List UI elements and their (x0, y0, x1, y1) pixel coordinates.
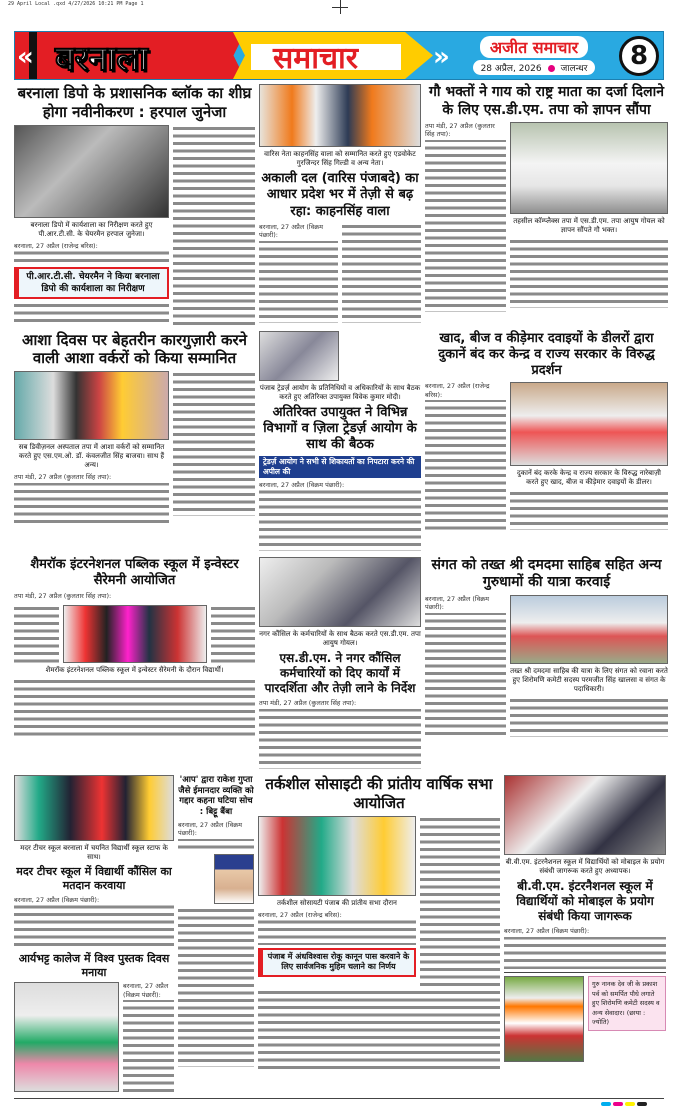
article-body (425, 122, 506, 312)
photo (510, 382, 668, 466)
news-row (14, 331, 664, 551)
headline: बी.वी.एम. इंटरनैशनल स्कूल में विद्यार्थियों को मोबाइल के प्रयोग संबंधी किया जागरूक (516, 879, 654, 924)
photo (504, 976, 584, 1062)
article-body (123, 982, 174, 1092)
subheadline-bar: ट्रेडर्ज़ आयोग ने सभी से शिकायतों का निपटारा करने की अपील की (259, 456, 421, 478)
photo-caption: पंजाब ट्रेडर्ज़ आयोग के प्रतिनिधियों व अधिकारियों के साथ बैठक करते हुए अतिरिक्त उपायुक्त विवेक कुमार मोदी। (259, 383, 421, 401)
photo (504, 775, 666, 855)
headline: तर्कशील सोसाइटी की प्रांतीय वार्षिक सभा आयोजित (265, 775, 493, 812)
news-row (14, 84, 664, 325)
photo-caption: मदर टीचर स्कूल बरनाला में चयनित विद्यार्थी स्कूल स्टाफ के साथ। (20, 844, 168, 862)
article-body (178, 907, 254, 1067)
photo-caption: बी.वी.एम. इंटरनैशनल स्कूल में विद्यार्थियों को मोबाइल के प्रयोग संबंधी जागरूक करते हुए अध्यापक। (505, 858, 665, 876)
article-body (420, 816, 500, 986)
photo-caption: वारिस नेता काहनसिंह वाला को सम्मानित करते हुए एडवोकेट गुरजिन्दर सिंह गिल्डी व अन्य नेता। (264, 150, 416, 168)
article-body (14, 678, 255, 738)
news-row (14, 775, 664, 1092)
divider (14, 1098, 664, 1099)
photo (259, 331, 339, 381)
article-body (258, 911, 416, 945)
article (425, 557, 668, 737)
article (425, 84, 668, 312)
page-number: 8 (619, 36, 659, 76)
article (425, 331, 668, 533)
article (259, 557, 421, 769)
headline: मदर टीचर स्कूल में विद्यार्थी कौंसिल का मतदान करवाया (16, 865, 172, 893)
headline: संगत को तख्त श्री दमदमा साहिब सहित अन्य गुरुधामों की यात्रा करवाई (431, 556, 662, 591)
article (14, 84, 255, 325)
dateline: बरनाला, 27 अप्रैल (विक्रम पंछारी): (259, 223, 338, 241)
article-body (14, 896, 174, 946)
headline: अतिरिक्त उपायुक्त ने विभिन्न विभागों व ज़िला ट्रेडर्ज़ आयोग के साथ की बैठक (263, 404, 417, 453)
dateline: बरनाला, 27 अप्रैल (राजेन्द्र बरिस): (258, 911, 416, 920)
photo-caption: बरनाला डिपो में कार्यशाला का निरीक्षण करते हुए पी.आर.टी.सी. के चेयरमैन हरपाल जुनेजा। (30, 220, 153, 238)
article-body (14, 473, 169, 523)
article-body (14, 605, 59, 663)
article-body (504, 927, 666, 969)
photo (14, 982, 119, 1092)
photo (259, 84, 421, 147)
photo (14, 775, 174, 841)
portrait-photo (214, 854, 254, 904)
article (178, 775, 254, 1067)
photo (63, 605, 207, 663)
photo (14, 371, 169, 440)
article-column (14, 775, 174, 1092)
article-body (259, 699, 421, 769)
headline: अकाली दल (वारिस पंजाबदे) का आधार प्रदेश भर में तेज़ी से बढ़ रहा: काहनसिंह वाला (261, 171, 419, 219)
dateline: तपा मंडी, 27 अप्रैल (कुलतार सिंह तपा): (425, 122, 506, 140)
headline: बरनाला डिपो के प्रशासनिक ब्लॉक का शीघ्र होगा नवीनीकरण : हरपाल जुनेजा (17, 84, 252, 121)
headline: आर्यभट्ट कालेज में विश्व पुस्तक दिवस मनाया (18, 951, 170, 979)
chevron-right-icon: » (433, 42, 450, 72)
article (14, 331, 255, 524)
article-body (510, 697, 668, 737)
article-body (425, 382, 506, 532)
article-body (510, 490, 668, 530)
photo (14, 125, 169, 218)
headline: एस.डी.एम. ने नगर कौंसिल कर्मचारियों को दिए कार्यों में पारदर्शिता और तेज़ी लाने के निर्देश (264, 651, 416, 696)
separator-dot-icon (548, 65, 555, 72)
edition-city: जालन्धर (560, 64, 588, 74)
dateline: बरनाला, 27 अप्रैल (विक्रम पंछारी): (178, 821, 254, 839)
photo-caption: तख्त श्री दमदमा साहिब की यात्रा के लिए संगत को रवाना करते हुए शिरोमणि कमेटी सदस्य परमजीत सिंह खालसा व संगत के पदाधिकारी। (510, 666, 668, 694)
crop-mark (332, 7, 348, 8)
subheadline-box: पी.आर.टी.सी. चेयरमैन ने किया बरनाला डिपो की कार्यशाला का निरीक्षण (14, 267, 169, 299)
brand-name: अजीत समाचार (480, 36, 588, 58)
masthead (14, 31, 664, 80)
color-registration-bar (0, 1102, 647, 1106)
article-body (258, 989, 500, 1069)
article (259, 84, 421, 323)
dateline: तपा मंडी, 27 अप्रैल (कुलतार सिंह तपा): (14, 592, 255, 601)
dateline: बरनाला, 27 अप्रैल (राजेन्द्र बरिस): (14, 242, 169, 251)
photo-caption: दुकानें बंद करके केन्द्र व राज्य सरकार के विरुद्ध नारेबाज़ी करते हुए खाद, बीज व कीड़ेमार दवाइयों के डीलर। (517, 469, 661, 487)
subheadline-box: पंजाब में अंधविश्वास रोकू कानून पास करवाने के लिए सार्वजनिक मुहिम चलाने का निर्णय (258, 948, 416, 977)
news-row (14, 556, 668, 769)
headline: गौ भक्तों ने गाय को राष्ट्र माता का दर्जा दिलाने के लिए एस.डी.एम. तपा को ज्ञापन सौंपा (428, 84, 664, 118)
article-body (14, 592, 255, 601)
headline: खाद, बीज व कीड़ेमार दवाइयों के डीलरों द्वारा दुकानें बंद कर केन्द्र व राज्य सरकार के विरुद्ध प्रदर्शन (438, 330, 655, 378)
dateline: बरनाला, 27 अप्रैल (विक्रम पंछारी): (259, 481, 421, 490)
chevron-left-icon: « (17, 42, 34, 72)
article (258, 775, 500, 1069)
article-body (425, 595, 506, 735)
dateline: बरनाला, 27 अप्रैल (विक्रम पंछारी): (504, 927, 666, 936)
headline: आशा दिवस पर बेहतरीन कारगुज़ारी करने वाली आशा वर्करों को किया सम्मानित (22, 330, 247, 368)
photo-caption-box: गुरु नानक देव जी के प्रकाश पर्व को समर्पित पौधे लगाते हुए शिरोमणि कमेटी सदस्य व अन्य सेवादार। (छाया : ज्योति) (588, 976, 666, 1031)
edition-date: 28 अप्रैल, 2026 (480, 64, 542, 74)
article (504, 775, 666, 1062)
photo (510, 595, 668, 664)
article-body (510, 238, 668, 308)
photo-caption: तहसील कॉम्प्लैक्स तपा में एस.डी.एम. तपा आयुष गोयल को ज्ञापन सौंपते गौ भक्त। (513, 217, 665, 235)
article-body (178, 821, 254, 851)
article-body (259, 481, 421, 551)
dateline: बरनाला, 27 अप्रैल (विक्रम पंछारी): (123, 982, 174, 1000)
headline: शैमरॉक इंटरनेशनल पब्लिक स्कूल में इन्वेस्टर सैरेमनी आयोजित (30, 556, 239, 589)
divider (504, 972, 666, 973)
article-body (259, 223, 338, 323)
article-body (173, 371, 255, 516)
photo (259, 557, 421, 627)
article (259, 331, 421, 551)
dateline: बरनाला, 27 अप्रैल (विक्रम पंछारी): (14, 896, 174, 905)
article-body (14, 302, 169, 324)
dateline: बरनाला, 27 अप्रैल (विक्रम पंछारी): (425, 595, 506, 613)
article-body (14, 242, 169, 264)
photo (258, 816, 416, 896)
article-body (173, 125, 255, 325)
article-body (342, 223, 421, 323)
edition-info (473, 60, 596, 75)
masthead-title-middle: समाचार (273, 41, 359, 76)
article-body (211, 605, 256, 663)
masthead-edition-block (453, 34, 659, 77)
headline: 'आप' द्वारा राकेश गुप्ता जैसे ईमानदार व्यक्ति को गद्दार कहना घटिया सोच : बिट्टू बैंबा (178, 775, 254, 817)
dateline: तपा मंडी, 27 अप्रैल (कुलतार सिंह तपा): (259, 699, 421, 708)
edition-info-group (453, 36, 615, 75)
photo-caption: तर्कशील सोसायटी पंजाब की प्रांतीय सभा दौरान (277, 898, 397, 907)
dateline: तपा मंडी, 27 अप्रैल (कुलतार सिंह तपा): (14, 473, 169, 482)
article (14, 557, 255, 738)
photo-caption: सब डिवीज़नल अस्पताल तपा में आशा वर्करों को सम्मानित करते हुए एस.एम.ओ. डॉ. कंवलजीत सिंह बाजवा। साथ हैं अन्य। (18, 443, 165, 470)
photo (510, 122, 668, 214)
photo-caption: शैमरॉक इंटरनेशनल पब्लिक स्कूल में इन्वेस्टर सैरेमनी के दौरान विद्यार्थी। (45, 665, 224, 674)
print-slug: 29 April Local .qxd 4/27/2026 10:21 PM Page 1 (8, 1, 144, 7)
masthead-title-left: बरनाला (55, 39, 148, 79)
dateline: बरनाला, 27 अप्रैल (राजेन्द्र बरिस): (425, 382, 506, 400)
photo-caption: नगर कौंसिल के कर्मचारियों के साथ बैठक करते एस.डी.एम. तपा आयुष गोयल। (259, 629, 421, 648)
